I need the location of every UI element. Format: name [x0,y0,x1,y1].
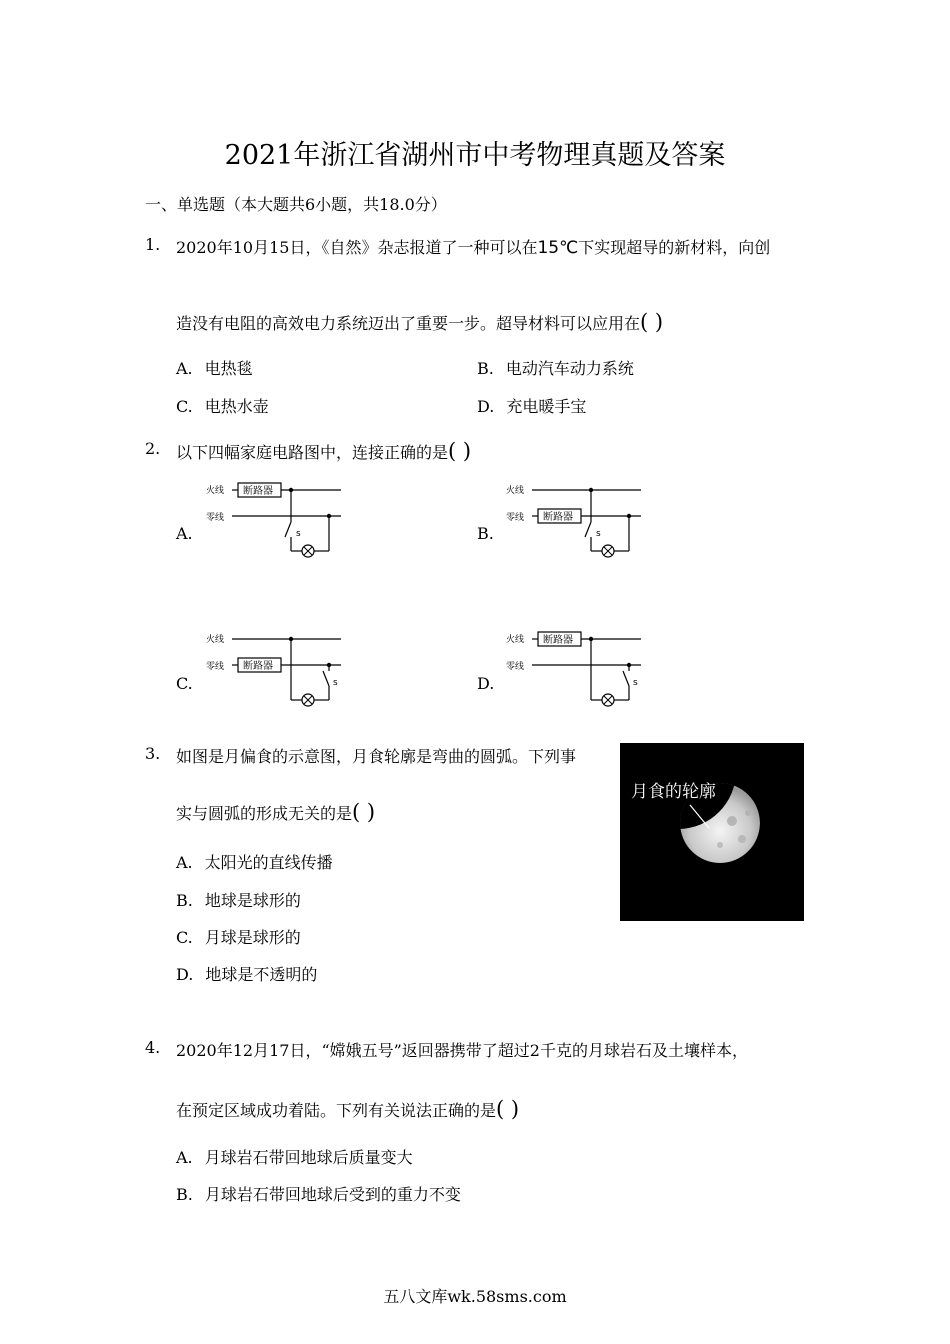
option-text: 地球是球形的 [204,891,301,910]
question-4-answer-paren: ( ) [496,1097,520,1121]
option-label: A. [176,853,193,872]
eclipse-outline-label: 月食的轮廓 [631,782,716,802]
question-1-text-post: 下实现超导的新材料，向创 [578,238,771,257]
option-label: B. [477,359,494,378]
option-label: D. [477,397,495,416]
circuit-diagram-d [500,627,645,713]
question-3-option-c[interactable] [176,925,301,948]
option-text: 月球岩石带回地球后质量变大 [204,1148,413,1167]
neutral-wire-label: 零线 [206,513,225,523]
option-text: 地球是不透明的 [205,965,318,984]
temperature-value: 15℃ [537,238,579,258]
question-2-answer-paren: ( ) [448,439,472,463]
switch-label: s [633,678,638,688]
live-wire-label: 火线 [206,486,225,496]
breaker-label: 断路器 [243,486,273,497]
circuit-diagram-a [200,478,345,564]
question-2-option-a[interactable]: A. [176,524,193,543]
option-text: 电热毯 [204,359,253,378]
option-text: 充电暖手宝 [506,397,587,416]
question-1-text-line2 [176,310,663,334]
question-4-option-b[interactable] [176,1182,461,1205]
question-4-line2-text: 在预定区域成功着陆。下列有关说法正确的是 [176,1101,497,1120]
option-label: C. [176,397,193,416]
question-4-number: 4. [145,1038,161,1057]
page-footer: 五八文库wk.58sms.com [383,1287,567,1306]
breaker-label: 断路器 [543,635,573,646]
switch-symbol [585,522,591,537]
question-3-option-b[interactable] [176,888,301,911]
question-3-option-d[interactable] [176,962,317,985]
question-3-option-a[interactable] [176,850,333,873]
live-wire-label: 火线 [506,486,525,496]
breaker-label: 断路器 [543,512,573,523]
question-1-text-pre: 2020年10月15日，《自然》杂志报道了一种可以在 [176,238,538,257]
question-3-answer-paren: ( ) [352,800,376,824]
question-2-option-d[interactable]: D. [477,674,495,693]
question-1-line2-text: 造没有电阻的高效电力系统迈出了重要一步。超导材料可以应用在 [176,314,641,333]
switch-label: s [296,529,301,539]
option-text: 太阳光的直线传播 [204,853,333,872]
lamp-icon [302,694,314,706]
option-label: C. [176,928,193,947]
section-header: 一、单选题（本大题共6小题，共18.0分） [145,195,447,214]
circuit-diagram-b [500,478,645,564]
question-1-number: 1. [145,235,161,254]
option-text: 月球岩石带回地球后受到的重力不变 [204,1185,461,1204]
question-4-option-a[interactable] [176,1145,413,1168]
question-4-text-line1: 2020年12月17日，“嫦娥五号”返回器携带了超过2千克的月球岩石及土壤样本， [176,1041,748,1060]
lamp-icon [302,545,314,557]
lamp-icon [602,694,614,706]
question-1-option-c[interactable] [176,394,269,417]
question-2-text [176,439,471,463]
option-text: 电动汽车动力系统 [505,359,634,378]
neutral-wire-label: 零线 [506,513,525,523]
question-2-option-b[interactable]: B. [477,524,494,543]
question-2-option-c[interactable]: C. [176,674,193,693]
switch-symbol [623,671,629,686]
option-label: D. [176,965,194,984]
question-1-option-a[interactable] [176,356,253,379]
question-3-number: 3. [145,744,161,763]
option-text: 月球是球形的 [204,928,301,947]
question-2-line1-text: 以下四幅家庭电路图中，连接正确的是 [176,443,449,462]
question-3-line2-text: 实与圆弧的形成无关的是 [176,804,353,823]
question-1-answer-paren: ( ) [640,310,664,334]
circuit-diagram-c [200,627,345,713]
moon-shape [620,743,760,863]
switch-symbol [285,522,291,537]
question-3-text-line2 [176,800,375,824]
question-1-option-d[interactable] [477,394,586,417]
option-text: 电热水壶 [204,397,269,416]
neutral-wire-label: 零线 [206,662,225,672]
option-label: A. [176,1148,193,1167]
live-wire-label: 火线 [506,635,525,645]
question-1-text-line1 [176,235,770,258]
switch-symbol [323,671,329,686]
question-1-option-b[interactable] [477,356,634,379]
question-4-text-line2 [176,1097,519,1121]
breaker-label: 断路器 [243,661,273,672]
neutral-wire-label: 零线 [506,662,525,672]
question-3-text-line1: 如图是月偏食的示意图，月食轮廓是弯曲的圆弧。下列事 [176,747,577,766]
page-title: 2021年浙江省湖州市中考物理真题及答案 [224,140,726,171]
option-label: B. [176,891,193,910]
switch-label: s [333,678,338,688]
option-label: B. [176,1185,193,1204]
lamp-icon [602,545,614,557]
live-wire-label: 火线 [206,635,225,645]
switch-label: s [596,529,601,539]
lunar-eclipse-image [620,743,804,921]
option-label: A. [176,359,193,378]
question-2-number: 2. [145,439,161,458]
